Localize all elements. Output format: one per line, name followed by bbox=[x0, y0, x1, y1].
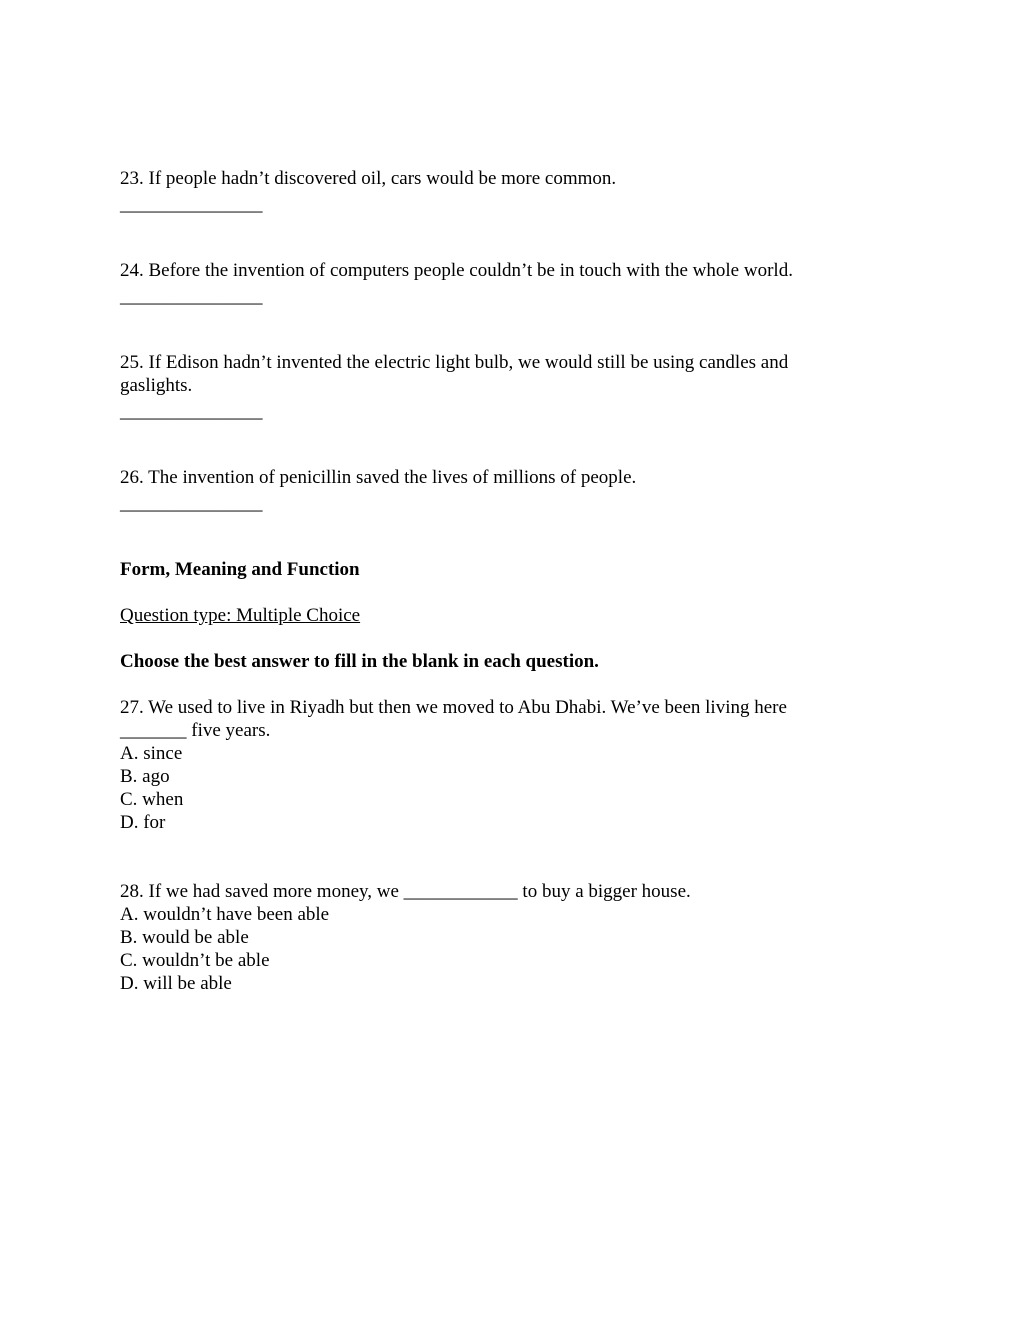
option-c: C. wouldn’t be able bbox=[120, 950, 270, 971]
option-a: A. since bbox=[120, 743, 183, 764]
answer-blank: _______________ bbox=[120, 194, 263, 215]
question-text: gaslights. bbox=[120, 375, 193, 396]
option-c: C. when bbox=[120, 789, 184, 810]
question-text: 25. If Edison hadn’t invented the electric light bulb, we would still be using candles and bbox=[120, 352, 789, 373]
option-d: D. will be able bbox=[120, 973, 232, 994]
section-heading: Form, Meaning and Function bbox=[120, 559, 360, 580]
question-text: 27. We used to live in Riyadh but then we moved to Abu Dhabi. We’ve been living here bbox=[120, 697, 787, 718]
option-b: B. ago bbox=[120, 766, 170, 787]
question-text: 23. If people hadn’t discovered oil, cars would be more common. bbox=[120, 168, 617, 189]
option-d: D. for bbox=[120, 812, 166, 833]
answer-blank: _______________ bbox=[120, 401, 263, 422]
option-a: A. wouldn’t have been able bbox=[120, 904, 330, 925]
option-b: B. would be able bbox=[120, 927, 249, 948]
question-text: 24. Before the invention of computers people couldn’t be in touch with the whole world. bbox=[120, 260, 793, 281]
question-text: _______ five years. bbox=[120, 720, 271, 741]
answer-blank: _______________ bbox=[120, 286, 263, 307]
question-type: Question type: Multiple Choice bbox=[120, 605, 361, 626]
answer-blank: _______________ bbox=[120, 493, 263, 514]
instruction: Choose the best answer to fill in the blank in each question. bbox=[120, 651, 599, 672]
question-text: 26. The invention of penicillin saved the lives of millions of people. bbox=[120, 467, 637, 488]
question-text: 28. If we had saved more money, we ____________ to buy a bigger house. bbox=[120, 881, 691, 902]
